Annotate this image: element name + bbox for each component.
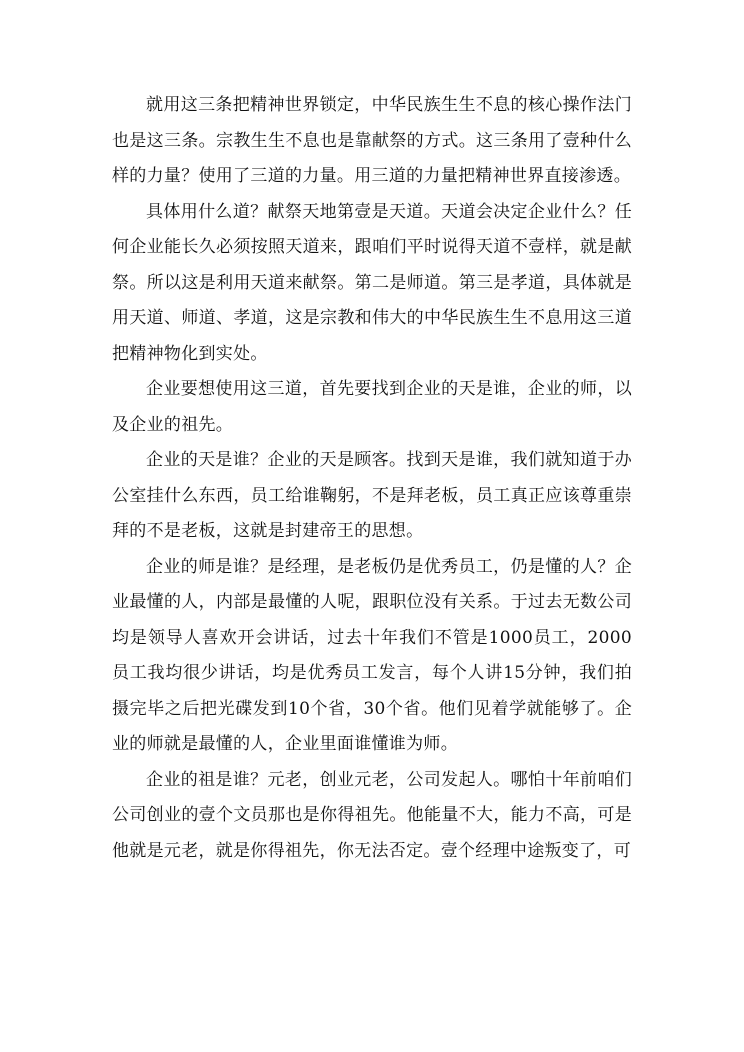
paragraph-4: 企业的天是谁？企业的天是顾客。找到天是谁，我们就知道于办公室挂什么东西，员工给谁鞠躬，不是拜老板，员工真正应该尊重崇拜的不是老板，这就是封建帝王的思想。 [112,450,632,541]
paragraph-6: 企业的祖是谁？元老，创业元老，公司发起人。哪怕十年前咱们公司创业的壹个文员那也是你得祖先。他能量不大，能力不高，可是他就是元老，就是你得祖先，你无法否定。壹个经理中途叛变了，可 [112,769,632,861]
document-body [112,88,632,869]
paragraph-3: 企业要想使用这三道，首先要找到企业的天是谁，企业的师，以及企业的祖先。 [112,379,632,435]
paragraph-5: 企业的师是谁？是经理，是老板仍是优秀员工，仍是懂的人？企业最懂的人，内部是最懂的人呢，跟职位没有关系。于过去无数公司均是领导人喜欢开会讲话，过去十年我们不管是1000员工，2000员工我均很少讲话，均是优秀员工发言，每个人讲15分钟，我们拍摄完毕之后把光碟发到10个省，30个省。他们见着学就能够了。企业的师就是最懂的人，企业里面谁懂谁为师。 [112,556,632,754]
paragraph-2: 具体用什么道？献祭天地第壹是天道。天道会决定企业什么？任何企业能长久必须按照天道来，跟咱们平时说得天道不壹样，就是献祭。所以这是利用天道来献祭。第二是师道。第三是孝道，具体就是用天道、师道、孝道，这是宗教和伟大的中华民族生生不息用这三道把精神物化到实处。 [112,201,632,364]
paragraph-1: 就用这三条把精神世界锁定，中华民族生生不息的核心操作法门也是这三条。宗教生生不息也是靠献祭的方式。这三条用了壹种什么样的力量？使用了三道的力量。用三道的力量把精神世界直接渗透。 [112,95,632,186]
